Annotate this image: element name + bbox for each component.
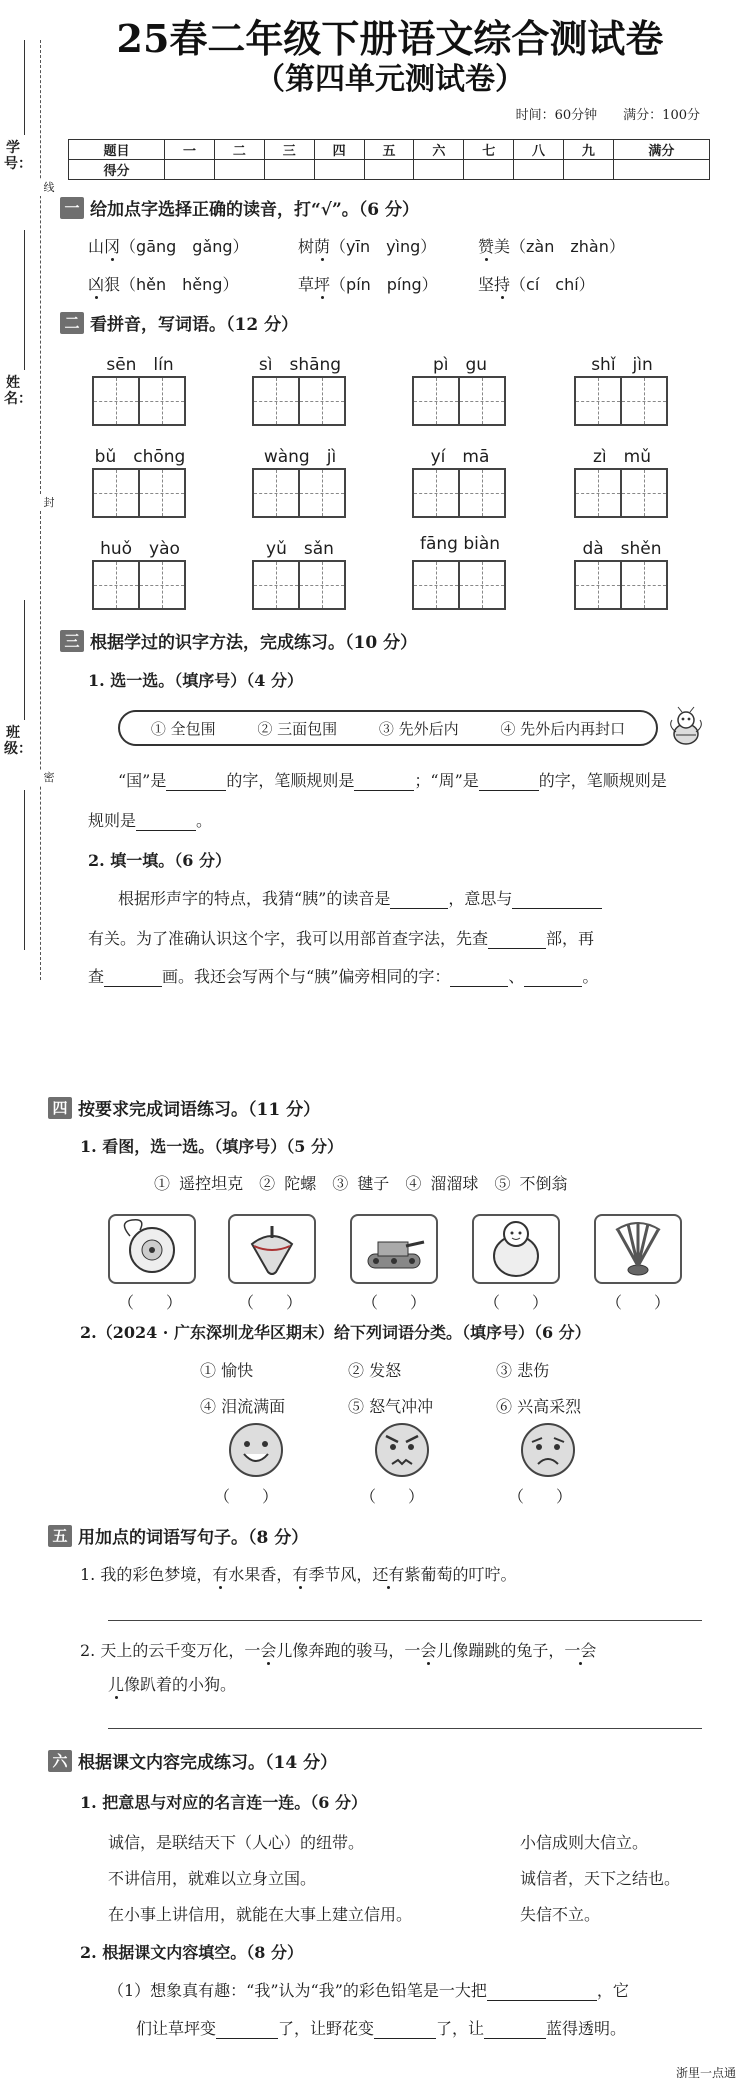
score-cell[interactable]: [314, 160, 364, 180]
s4-word-5: ⑤ 怒气冲冲: [348, 1397, 434, 1416]
s3-p1-text-a: 根据形声字的特点，我猜“胰”的读音是: [118, 889, 391, 908]
pinyin-label: shǐ jìn: [591, 355, 653, 375]
s6-blank-1[interactable]: [487, 1985, 597, 2001]
s3-blank-2[interactable]: [354, 775, 414, 791]
score-cell[interactable]: [165, 160, 215, 180]
writing-cell[interactable]: [138, 376, 186, 426]
page-gap: [0, 995, 746, 1055]
s3-para-line-1: [118, 886, 602, 909]
section-5-number: 五: [48, 1525, 72, 1547]
score-cell[interactable]: [414, 160, 464, 180]
shuttlecock-picture: [594, 1214, 682, 1284]
writing-cell[interactable]: [574, 560, 622, 610]
writing-cell[interactable]: [412, 376, 460, 426]
s3-option-4: ④ 先外后内再封口: [500, 719, 626, 738]
score-table-header-8: 八: [514, 140, 564, 160]
s6-quote-3[interactable]: 失信不立。: [520, 1905, 601, 1924]
writing-cell[interactable]: [620, 560, 668, 610]
yoyo-picture: [108, 1214, 196, 1284]
s1-item-4-post: 狠: [104, 275, 121, 294]
tianzige-grid: [574, 468, 666, 518]
s5-q1-dot-2: 有: [292, 1565, 309, 1584]
s3-blank-4[interactable]: [136, 815, 196, 831]
section-1-title: 给加点字选择正确的读音，打“√”。（6 分）: [90, 200, 419, 220]
cut-line-label: 线: [40, 180, 58, 196]
tianzige-grid: [412, 468, 504, 518]
section-3-number: 三: [60, 630, 84, 652]
writing-cell[interactable]: [458, 376, 506, 426]
tianzige-grid: [412, 376, 504, 426]
s6-f2-c: 了，让: [436, 2019, 485, 2038]
writing-cell[interactable]: [138, 560, 186, 610]
s6-f2-b: 了，让野花变: [278, 2019, 375, 2038]
s1-item-5-options[interactable]: （pín píng）: [330, 275, 438, 294]
pinyin-label: pì gu: [432, 355, 488, 375]
s6-question-2: 2. 根据课文内容填空。（8 分）: [80, 1943, 303, 1962]
s5-q2-a: 2. 天上的云千变万化，: [80, 1641, 245, 1660]
pinyin-label: dà shěn: [582, 539, 662, 559]
s4-option-4: ④ 溜溜球: [405, 1174, 479, 1193]
roly-poly-picture: [472, 1214, 560, 1284]
s5-q1-g: 紫葡萄的叮咛。: [404, 1565, 517, 1584]
class-line-lower: [24, 790, 25, 950]
s4-face-paren-2[interactable]: （ ）: [360, 1487, 425, 1506]
s4-option-2: ② 陀螺: [259, 1174, 317, 1193]
tank-icon: [352, 1216, 436, 1282]
s3-l1-text-b: 的字，笔顺规则是: [226, 771, 355, 790]
s3-p3-text-b: 画。我还会写两个与“胰”偏旁相同的字：: [162, 967, 451, 986]
s5-q2-dot-4: 儿: [108, 1675, 125, 1694]
s6-meaning-2[interactable]: 不讲信用，就难以立身立国。: [108, 1869, 317, 1888]
name-label: 姓名：: [4, 375, 32, 407]
s4-face-paren-3[interactable]: （ ）: [508, 1487, 573, 1506]
score-cell[interactable]: [563, 160, 613, 180]
s1-item-2: [298, 234, 436, 257]
s6-meaning-3[interactable]: 在小事上讲信用，就能在大事上建立信用。: [108, 1905, 413, 1924]
section-3-title: 根据学过的识字方法，完成练习。（10 分）: [90, 633, 418, 653]
s6-fill-line-2: [136, 2016, 626, 2039]
student-id-label: 学号：: [4, 140, 32, 172]
s3-l2-text: 规则是: [88, 811, 137, 830]
tianzige-grid: [252, 376, 344, 426]
s3-blank-9[interactable]: [450, 971, 508, 987]
s3-l2-end: 。: [196, 811, 213, 830]
s5-q2-dot-1: 一会儿: [244, 1641, 293, 1660]
s6-quote-2[interactable]: 诚信者，天下之结也。: [520, 1869, 681, 1888]
pinyin-label: sēn lín: [106, 355, 174, 375]
s5-q2-dot-2: 一会儿: [404, 1641, 453, 1660]
writing-cell[interactable]: [138, 468, 186, 518]
score-cell[interactable]: [264, 160, 314, 180]
s1-item-2-dot-char: 荫: [314, 237, 331, 256]
section-2-heading: [60, 310, 298, 335]
s1-item-3-post: 美: [494, 237, 511, 256]
score-cell[interactable]: [613, 160, 709, 180]
s4-word-3: ③ 悲伤: [496, 1361, 550, 1380]
s3-blank-8[interactable]: [104, 971, 162, 987]
s3-l1-text-c: ；“周”是: [414, 771, 479, 790]
class-line: [24, 600, 25, 720]
s3-p3-end: 。: [582, 967, 599, 986]
section-1-number: 一: [60, 197, 84, 219]
s6-blank-3[interactable]: [374, 2023, 436, 2039]
s5-q1-e: 季节风，: [308, 1565, 373, 1584]
s6-blank-2[interactable]: [216, 2023, 278, 2039]
s5-q1-dot-3: 还有: [372, 1565, 405, 1584]
writing-cell[interactable]: [298, 468, 346, 518]
s3-para-line-2: [88, 926, 594, 949]
writing-cell[interactable]: [574, 468, 622, 518]
s6-fill-line-1: [108, 1978, 629, 2001]
score-cell[interactable]: [214, 160, 264, 180]
s3-option-2: ② 三面包围: [257, 719, 338, 738]
tianzige-grid: [252, 468, 344, 518]
s3-blank-3[interactable]: [479, 775, 539, 791]
s1-item-5-dot-char: 坪: [314, 275, 331, 294]
score-cell[interactable]: [514, 160, 564, 180]
s6-f1-a: （1）想象真有趣：“我”认为“我”的彩色铅笔是一大把: [108, 1981, 487, 2000]
page-subtitle: （第四单元测试卷）: [255, 62, 525, 97]
toy-tank-picture: [350, 1214, 438, 1284]
s4-answer-paren-5[interactable]: （ ）: [606, 1293, 671, 1312]
s5-q1-dot-1: 有: [212, 1565, 229, 1584]
s6-quote-1[interactable]: 小信成则大信立。: [520, 1833, 649, 1852]
s4-answer-paren-4[interactable]: （ ）: [484, 1293, 549, 1312]
s1-item-5-pre: 草: [298, 275, 315, 294]
happy-face-icon: [228, 1422, 284, 1478]
score-cell[interactable]: [464, 160, 514, 180]
tianzige-grid: [574, 560, 666, 610]
s3-p1-text-b: ，意思与: [448, 889, 513, 908]
section-5-heading: [48, 1523, 308, 1548]
writing-cell[interactable]: [298, 560, 346, 610]
section-4-heading: [48, 1095, 320, 1120]
s1-item-3-options[interactable]: （zàn zhàn）: [510, 237, 625, 256]
score-table-header-7: 七: [464, 140, 514, 160]
section-5-title: 用加点的词语写句子。（8 分）: [78, 1528, 309, 1548]
s4-face-paren-1[interactable]: （ ）: [214, 1487, 279, 1506]
writing-cell[interactable]: [252, 468, 300, 518]
s5-sentence-2-cont: [108, 1672, 236, 1695]
s1-item-6-options[interactable]: （cí chí）: [510, 275, 595, 294]
score-table-header-4: 四: [314, 140, 364, 160]
exam-time: 时间：60分钟: [515, 108, 598, 123]
tianzige-grid: [92, 468, 184, 518]
pinyin-label: fāng biàn: [419, 534, 501, 554]
s3-p2-text-b: 部，再: [546, 929, 595, 948]
s4-option-3: ③ 毽子: [332, 1174, 390, 1193]
pinyin-label: huǒ yào: [100, 539, 180, 559]
s1-item-6: [478, 272, 595, 295]
tianzige-grid: [412, 560, 504, 610]
score-row-label: 得分: [69, 160, 165, 180]
s1-item-2-options[interactable]: （yīn yìng）: [330, 237, 437, 256]
score-table-header-10: 满分: [613, 140, 709, 160]
exam-meta: [516, 104, 700, 123]
s4-answer-paren-1[interactable]: （ ）: [118, 1293, 183, 1312]
section-4-title: 按要求完成词语练习。（11 分）: [78, 1100, 321, 1120]
s3-l1-text-a: “国”是: [118, 771, 167, 790]
s6-f1-b: ，它: [596, 1981, 629, 2000]
writing-cell[interactable]: [458, 560, 506, 610]
writing-cell[interactable]: [620, 376, 668, 426]
tianzige-grid: [92, 560, 184, 610]
shuttlecock-icon: [596, 1216, 680, 1282]
cartoon-bee-icon: [664, 706, 708, 750]
score-table-score-row: [69, 160, 710, 180]
s4-word-4: ④ 泪流满面: [200, 1397, 286, 1416]
writing-cell[interactable]: [412, 468, 460, 518]
s3-fill-line-1: [118, 768, 667, 791]
s3-p3-text-a: 查: [88, 967, 105, 986]
s6-f2-d: 蓝得透明。: [546, 2019, 627, 2038]
section-6-number: 六: [48, 1750, 72, 1772]
s1-item-4-options[interactable]: （hěn hěng）: [120, 275, 239, 294]
secret-label: 密: [40, 770, 58, 786]
section-2-number: 二: [60, 312, 84, 334]
s5-sentence-2: [80, 1638, 596, 1661]
s5-q2-dot-3: 一会: [564, 1641, 597, 1660]
s5-q2-e: 像蹦跳的兔子，: [452, 1641, 565, 1660]
writing-cell[interactable]: [252, 376, 300, 426]
exam-full-score: 满分：100分: [623, 108, 700, 123]
s5-answer-line-1[interactable]: [108, 1620, 702, 1621]
pinyin-label: zì mǔ: [593, 447, 651, 467]
roly-poly-icon: [474, 1216, 558, 1282]
s5-q1-c: 水果香，: [228, 1565, 293, 1584]
s4-answer-paren-3[interactable]: （ ）: [362, 1293, 427, 1312]
writing-cell[interactable]: [574, 376, 622, 426]
class-label: 班级：: [4, 725, 32, 757]
writing-cell[interactable]: [252, 560, 300, 610]
writing-cell[interactable]: [298, 376, 346, 426]
s3-p3-sep: 、: [508, 967, 525, 986]
s4-word-6: ⑥ 兴高采烈: [496, 1397, 582, 1416]
pinyin-label: sì shāng: [258, 355, 342, 375]
s3-option-3: ③ 先外后内: [378, 719, 459, 738]
s5-sentence-1: [80, 1562, 516, 1585]
s3-para-line-3: [88, 964, 598, 987]
s4-word-2: ② 发怒: [348, 1361, 402, 1380]
spinning-top-picture: [228, 1214, 316, 1284]
s3-p2-text-a: 有关。为了准确认识这个字，我可以用部首查字法，先查: [88, 929, 489, 948]
score-table-header-6: 六: [414, 140, 464, 160]
s5-q1-a: 1. 我的彩色梦境，: [80, 1565, 213, 1584]
score-table: [68, 139, 710, 180]
s1-item-1-pre: 山: [88, 237, 105, 256]
s3-blank-5[interactable]: [390, 893, 448, 909]
section-4-number: 四: [48, 1097, 72, 1119]
writing-cell[interactable]: [92, 560, 140, 610]
s5-q2-c: 像奔跑的骏马，: [292, 1641, 405, 1660]
writing-cell[interactable]: [412, 560, 460, 610]
s4-word-1: ① 愉快: [200, 1361, 254, 1380]
tianzige-grid: [92, 376, 184, 426]
sad-face-icon: [520, 1422, 576, 1478]
s1-item-6-dot-char: 持: [494, 275, 511, 294]
s1-item-3-dot-char: 赞: [478, 237, 495, 256]
writing-cell[interactable]: [92, 376, 140, 426]
tianzige-grid: [252, 560, 344, 610]
s6-meaning-1[interactable]: 诚信，是联结天下（人心）的纽带。: [108, 1833, 365, 1852]
name-line: [24, 230, 25, 370]
s1-item-4-dot-char: 凶: [88, 275, 105, 294]
seal-label: 封: [40, 495, 58, 511]
s4-option-5: ⑤ 不倒翁: [494, 1174, 568, 1193]
s3-option-1: ① 全包围: [150, 719, 216, 738]
score-table-header-2: 二: [214, 140, 264, 160]
score-cell[interactable]: [364, 160, 414, 180]
s3-question-1: 1. 选一选。（填序号）（4 分）: [88, 671, 303, 690]
s1-item-4: [88, 272, 238, 295]
s1-item-1: [88, 234, 249, 257]
s3-options-box: [118, 710, 658, 746]
s1-item-1-options[interactable]: （gāng gǎng）: [120, 237, 249, 256]
s3-l1-text-d: 的字，笔顺规则是: [538, 771, 667, 790]
s6-question-1: 1. 把意思与对应的名言连一连。（6 分）: [80, 1793, 367, 1812]
s3-blank-7[interactable]: [488, 933, 546, 949]
footer-brand: 浙里一点通: [675, 2066, 736, 2080]
s5-answer-line-2[interactable]: [108, 1728, 702, 1729]
s3-question-2: 2. 填一填。（6 分）: [88, 851, 231, 870]
yoyo-icon: [110, 1216, 194, 1282]
s3-blank-10[interactable]: [524, 971, 582, 987]
s4-options: [154, 1171, 568, 1194]
s1-item-5: [298, 272, 438, 295]
writing-cell[interactable]: [458, 468, 506, 518]
s6-f2-a: 们让草坪变: [136, 2019, 217, 2038]
s4-question-2: 2.（2024 · 广东深圳龙华区期末）给下列词语分类。（填序号）（6 分）: [80, 1323, 591, 1342]
s4-option-1: ① 遥控坦克: [154, 1174, 244, 1193]
s3-fill-line-2: [88, 808, 212, 831]
pinyin-label: yí mā: [430, 447, 490, 467]
section-2-title: 看拼音，写词语。（12 分）: [90, 315, 299, 335]
pinyin-label: wàng jì: [263, 447, 337, 467]
s1-item-2-pre: 树: [298, 237, 315, 256]
pinyin-label: bǔ chōng: [94, 447, 186, 467]
s3-blank-6[interactable]: [512, 893, 602, 909]
tianzige-grid: [574, 376, 666, 426]
s4-answer-paren-2[interactable]: （ ）: [238, 1293, 303, 1312]
score-table-header-9: 九: [563, 140, 613, 160]
s1-item-6-pre: 坚: [478, 275, 495, 294]
score-table-header-3: 三: [264, 140, 314, 160]
student-id-line: [24, 40, 25, 135]
s4-question-1: 1. 看图，选一选。（填序号）（5 分）: [80, 1137, 343, 1156]
section-3-heading: [60, 628, 417, 653]
s3-blank-1[interactable]: [166, 775, 226, 791]
s5-q2-h: 像趴着的小狗。: [124, 1675, 237, 1694]
writing-cell[interactable]: [92, 468, 140, 518]
score-table-header-1: 一: [165, 140, 215, 160]
section-6-title: 根据课文内容完成练习。（14 分）: [78, 1753, 338, 1773]
score-table-header-0: 题目: [69, 140, 165, 160]
spinning-top-icon: [230, 1216, 314, 1282]
writing-cell[interactable]: [620, 468, 668, 518]
score-table-header-row: [69, 140, 710, 160]
section-1-heading: [60, 195, 419, 220]
angry-face-icon: [374, 1422, 430, 1478]
page-title: 25春二年级下册语文综合测试卷: [116, 16, 664, 61]
score-table-header-5: 五: [364, 140, 414, 160]
pinyin-label: yǔ sǎn: [266, 539, 334, 559]
s6-blank-4[interactable]: [484, 2023, 546, 2039]
s1-item-3: [478, 234, 625, 257]
section-6-heading: [48, 1748, 337, 1773]
s1-item-1-dot-char: 冈: [104, 237, 121, 256]
